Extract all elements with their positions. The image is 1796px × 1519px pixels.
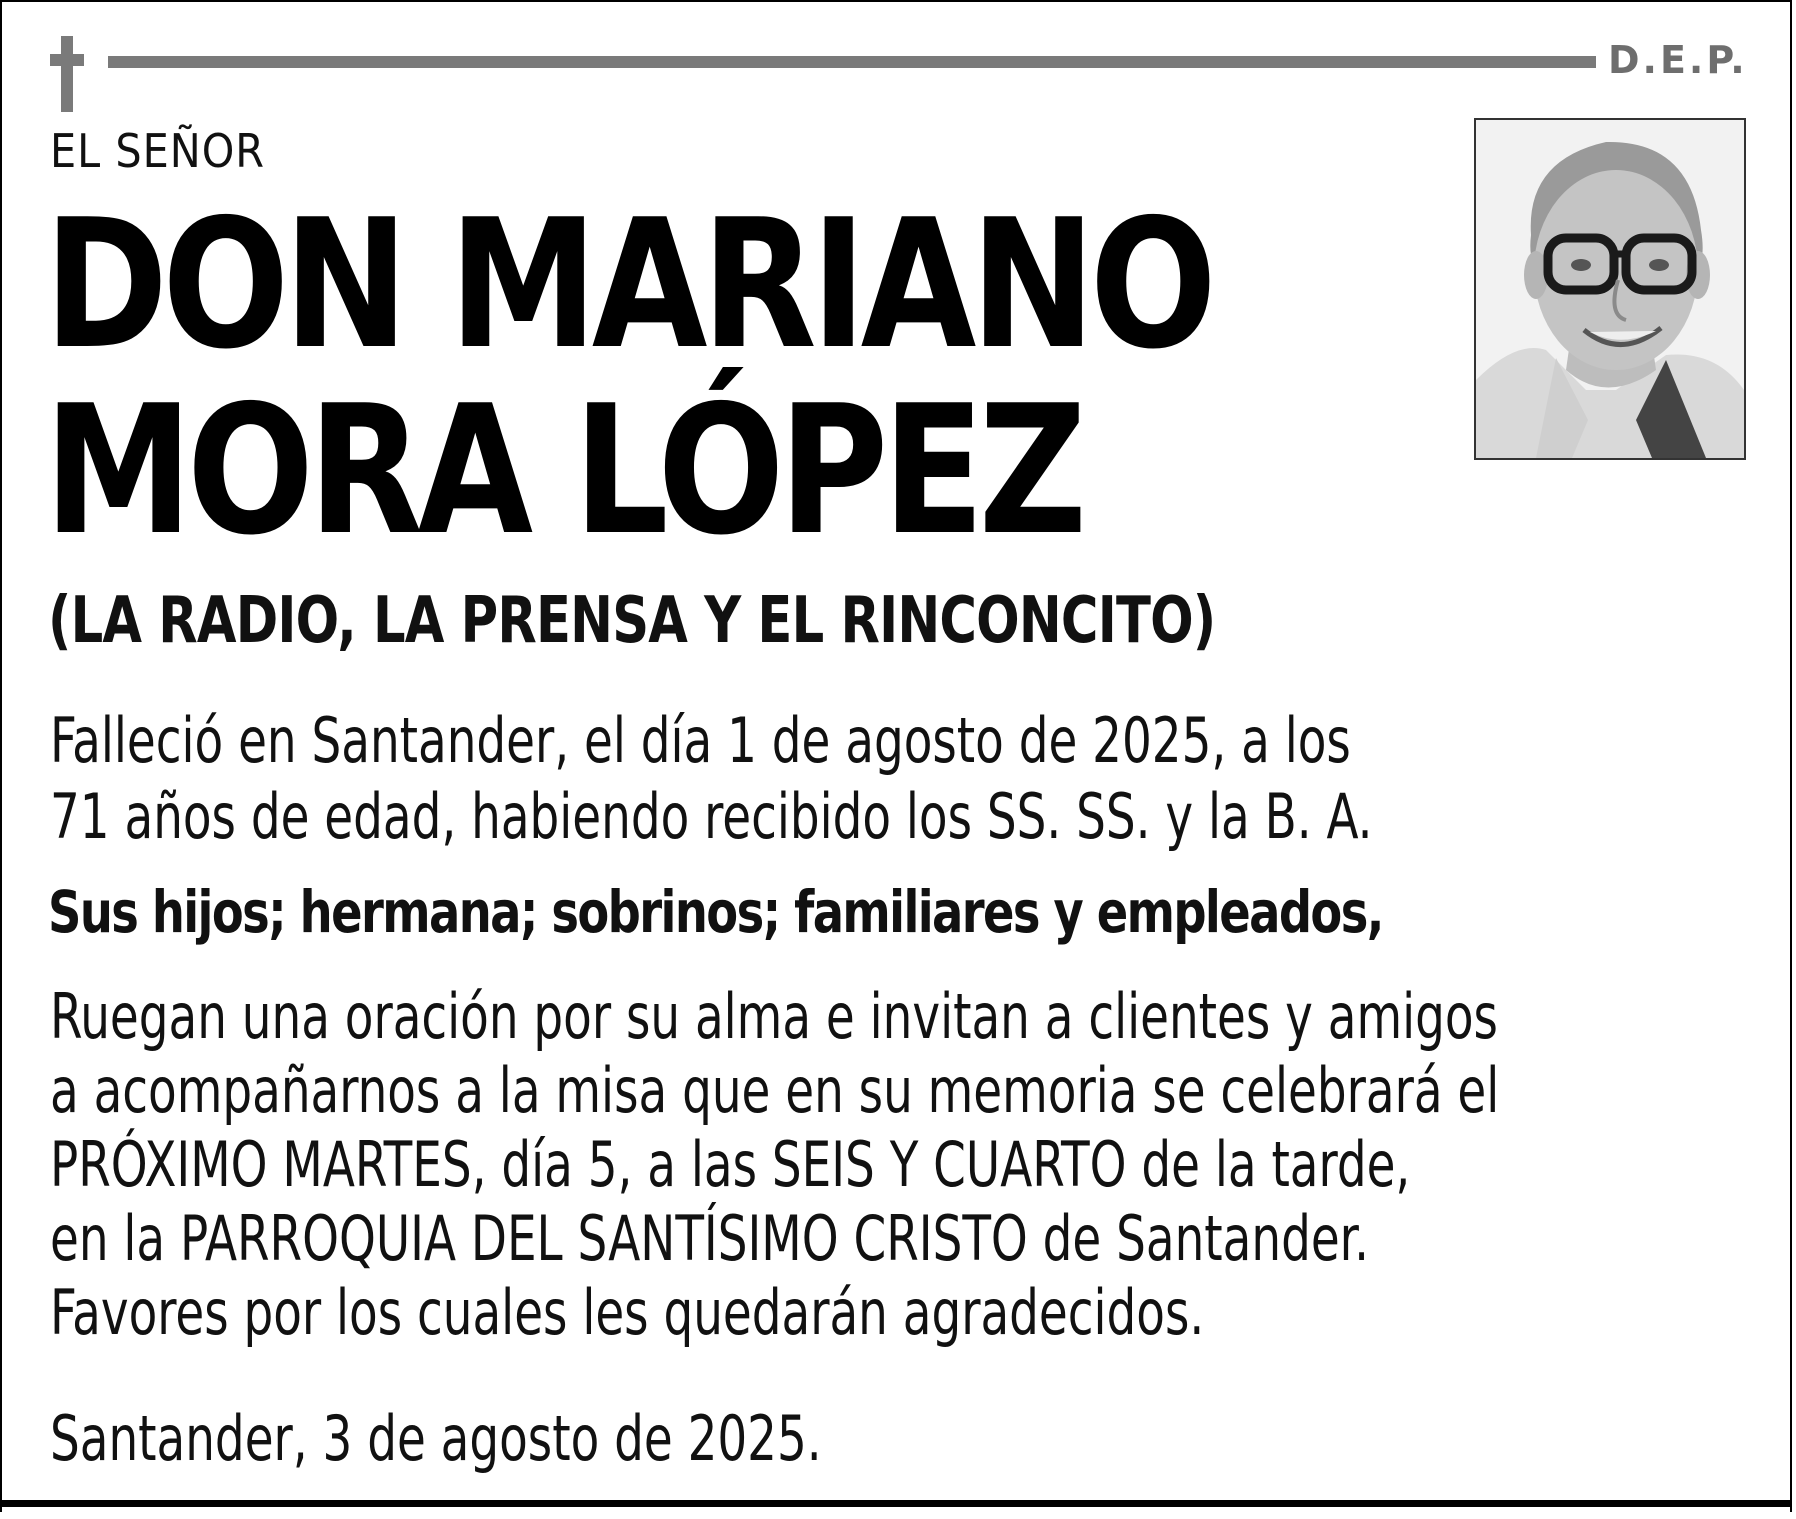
latin-cross-icon: [50, 36, 84, 112]
request-line: Ruegan una oración por su alma e invitan a clientes y amigos: [50, 980, 1498, 1053]
place-date: Santander, 3 de agosto de 2025.: [50, 1402, 822, 1475]
request-line: a acompañarnos a la misa que en su memoria se celebrará el: [50, 1054, 1500, 1127]
family-mourners: Sus hijos; hermana; sobrinos; familiares y empleados,: [48, 878, 1383, 946]
honorific: EL SEÑOR: [50, 124, 266, 178]
bottom-rule: [0, 1500, 1792, 1507]
deceased-alias: (LA RADIO, LA PRENSA Y EL RINCONCITO): [48, 584, 1216, 658]
death-notice-line: 71 años de edad, habiendo recibido los SS. SS. y la B. A.: [50, 780, 1373, 853]
request-line: Favores por los cuales les quedarán agradecidos.: [50, 1276, 1205, 1349]
portrait-photo: [1474, 118, 1746, 460]
death-notice-line: Falleció en Santander, el día 1 de agosto de 2025, a los: [50, 704, 1351, 777]
dep-label: D.E.P.: [1608, 38, 1748, 82]
header-rule: [108, 56, 1596, 68]
deceased-name-line2: MORA LÓPEZ: [44, 367, 1082, 574]
request-line: PRÓXIMO MARTES, día 5, a las SEIS Y CUARTO de la tarde,: [50, 1128, 1411, 1201]
deceased-name-line1: DON MARIANO: [44, 181, 1211, 388]
request-line: en la PARROQUIA DEL SANTÍSIMO CRISTO de Santander.: [50, 1202, 1370, 1275]
